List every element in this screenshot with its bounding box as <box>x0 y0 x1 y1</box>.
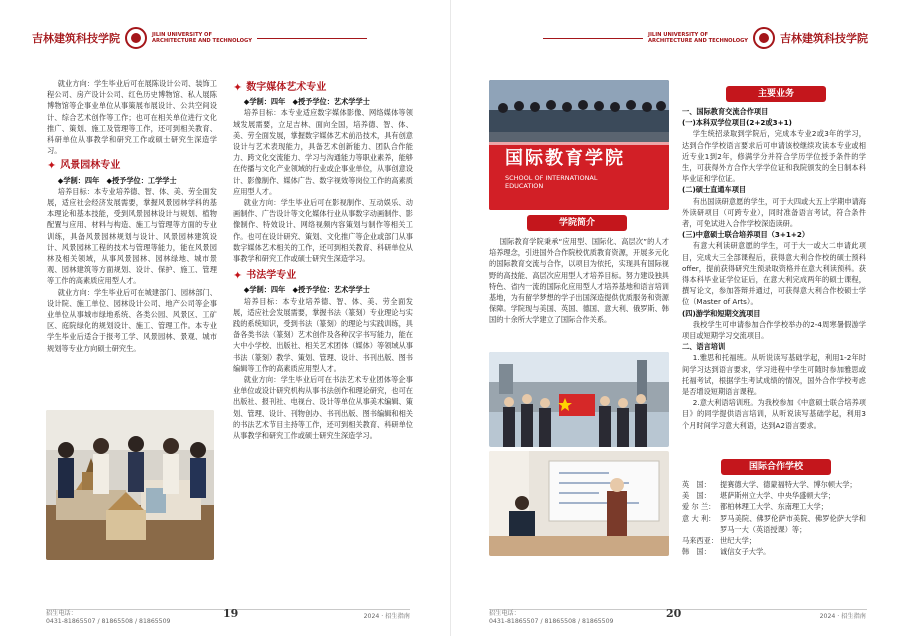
media-employment: 就业方向：学生毕业后可在影视制作、互动娱乐、动画制作、广告设计等文化媒体行业从事数字动画制作、影像制作、特效设计、网络视频内容策划与制作等相关工作。也可在设计研究、策划、文化推广等企业或部门从事数字媒体艺术相关的工作，还可到相关教育、科研单位从事教学和研究工作或硕士研究生深造学习。 <box>233 198 413 264</box>
header-left <box>32 26 367 50</box>
footer-guide: 2024 · 招生指南 <box>819 613 866 620</box>
partner-row: 马来西亚： 世纪大学； <box>682 536 756 546</box>
calligraphy-goal: 培养目标：本专业培养德、智、体、美、劳全面发展，适应社会发展需要，掌握书法（篆刻）专业理论与实践的系统知识，受到书法（篆刻）的理论与实践训练，具备各类书法（篆刻）艺术创作及各种汉字书写能力，能在大中小学校、出版社、相关艺术团体（媒体）等领域从事书法（篆刻）教学、策划、管理、设计、书刊出版、图书编辑等工作的高素质应用型人才。 <box>233 296 413 373</box>
partner-row: 英 国： 提赛德大学、德蒙福特大学、博尔顿大学； <box>682 480 857 489</box>
sparkle-icon <box>47 161 56 171</box>
business-item: 二、语言培训 <box>682 342 726 352</box>
business-item: (一)本科双学位项目(2+2或3+1) 学生统招录取到学院后，完成本专业2或3年的学习，达到合作学校语言要求后可申请该校继续攻读本专业或相近专业1到2年，修满学分并符合学历学位授予条件的学生，可获得外方合作大学学位证和我院颁发的全日制本科毕业证和学位证。 <box>682 118 866 184</box>
business-item: 一、国际教育交流合作项目 <box>682 107 769 116</box>
landscape-goal: 培养目标：本专业培养德、智、体、美、劳全面发展，适应社会经济发展需要，掌握风景园林学科的基本理论和基本技能，受到风景园林设计与规划、植物配置与应用、材料与构造、施工与管理等方面的专业训练，具备风景园林规划与设计、风景园林建筑设计、风景园林工程的技术与管理等能力，能在风景园林及相关领域，从事风景园林、园林绿地、城市景观、园林建筑等方面规划、设计、保护、施工、管理等工作的高素质应用型人才。 <box>47 186 217 286</box>
calligraphy-degree: ◆学制：四年 ◆授予学位：艺术学学士 <box>243 285 370 295</box>
header-rule <box>543 38 643 39</box>
exhibit-employment: 就业方向：学生毕业后可在展陈设计公司、装饰工程公司、房产设计公司、红色历史博物馆、私人展陈博物馆等企事业单位从事策展布展设计、公共空间设计、综合艺术创作等工作；也可在相关单位进行文化推广、策划、施工及管理等工作，还可到相关教育、科研单位从事教学和研究工作或硕士研究生深造学习。 <box>47 79 217 156</box>
intro-text: 国际教育学院秉承“应用型、国际化、高层次”的人才培养理念，引进国外合作院校优质教育资源，开展多元化的国际教育交流与合作，以项目为依托，实现具有国际视野的高技能、高层次应用型人才培养目标。努力建设独具特色、省内一流的国际化应用型人才培养基地和语言培训基地，为有留学梦想的学子出国深造提供优质服务和资源保障。学院现与美国、英国、德国、意大利、俄罗斯、韩国的十余所大学建立了国际合作关系。 <box>489 237 669 325</box>
page-number: 20 <box>666 607 682 620</box>
sign-title-en: SCHOOL OF INTERNATIONAL EDUCATION <box>505 174 598 190</box>
business-banner: 主要业务 <box>726 86 826 102</box>
calligraphy-employment: 就业方向：学生毕业后可在书法艺术专业团体等企事业单位或设计研究机构从事书法创作和理论研究，也可在出版社、报刊社、电视台、设计等单位从事美术编辑、策划、管理、设计、刊物创办、书刊出版、图书编辑和相关的书法艺术节目主持等工作，还可到相关教育、科研单位从事教学和研究工作或硕士研究生深造学习。 <box>233 375 413 441</box>
business-item: (二)硕士直通车项目 有出国读研意愿的学生，可于大四或大五上学期申请海外读研项目（可跨专业），同时准备语言考试，符合条件者，可免试进入合作学校深造读研。 <box>682 185 866 229</box>
section-title-media: ✦ 数字媒体艺术专业 <box>233 82 413 93</box>
footer-phone: 招生电话： 0431-81865507 / 81865508 / 81865509 <box>489 610 614 625</box>
page-20 <box>450 0 900 636</box>
business-item: (三)中意硕士联合培养项目（3+1+2） 有意大利读研意愿的学生，可于大一或大二申请此项目，完成大三全部课程后，获得意大利合作校的硕士预科offer，提前获得研究生预录取资格并在意大利读预科。获得本科毕业证学位证后，在意大利完成两年的硕士课程，撰写论文，参加答辩并通过，可获得意大利合作校硕士学位（Master of Arts）。 <box>682 230 866 307</box>
school-name-cn: 吉林建筑科技学院 <box>32 32 120 45</box>
partner-row: 意 大 利： 罗马美院、佛罗伦萨市美院、佛罗伦萨大学和罗马一大（英语授课）等； <box>682 513 866 534</box>
section-title-calligraphy: ✦ 书法学专业 <box>233 270 413 281</box>
business-item: 2.意大利语培训班。为我校参加《中意硕士联合培养项目》的同学提供语言培训，从听说读写基础学起，利用3个月时间学习意大利语，达到A2语言要求。 <box>682 398 866 430</box>
media-goal: 培养目标：本专业适应数字媒体影像、网络媒体等领域发展需要，立足吉林、面向全国，培养德、智、体、美、劳全面发展，掌握数字媒体艺术前沿技术，具有创意设计与艺术表现能力，具备艺术创新能力、团队合作能力、跨文化交流能力、学习与沟通能力等职业素养，能够在传播与文化产业领域的行业或企事业单位，从事创意设计、影像制作、媒体广告、数字视效等岗位工作的高素质应用型人才。 <box>233 108 413 196</box>
right-column <box>233 78 413 441</box>
header-rule <box>257 38 367 39</box>
partner-row: 美 国： 堪萨斯州立大学、中央华盛顿大学； <box>682 491 836 501</box>
partners-banner: 国际合作学校 <box>721 459 831 475</box>
partner-row: 爱 尔 兰： 都柏林理工大学、东南理工大学； <box>682 502 828 512</box>
section-title-landscape: ✦ 风景园林专业 <box>47 160 217 171</box>
footer-phone: 招生电话： 0431-81865507 / 81865508 / 81865509 <box>46 610 171 625</box>
school-logo-icon <box>753 27 775 49</box>
intro-banner: 学院简介 <box>527 215 627 231</box>
business-item: (四)游学和短期交流项目 我校学生可申请参加合作学校举办的2-4周寒暑假游学项目或短期学习交流项目。 <box>682 308 866 341</box>
classroom-photo <box>489 451 669 556</box>
sparkle-icon <box>233 83 242 93</box>
landscape-degree: ◆学制：四年 ◆授予学位：工学学士 <box>57 175 177 185</box>
partner-row: 韩 国： 诚信女子大学。 <box>682 547 771 557</box>
media-degree: ◆学制：四年 ◆授予学位：艺术学学士 <box>243 97 370 107</box>
footer-guide: 2024 · 招生指南 <box>363 613 410 620</box>
group-flag-photo <box>489 352 669 447</box>
business-list <box>682 106 866 431</box>
left-column <box>47 78 217 354</box>
sign-title-cn: 国际教育学院 <box>505 148 625 169</box>
business-item: 1.雅思和托福班。从听说读写基础学起，利用1-2年时间学习达到语言要求，学习进程中学生可随时参加雅思或托福考试，根据学生考试成绩的情况，国外合作学校考虑是否增设短期语言课程。 <box>682 353 866 397</box>
school-sign-photo <box>489 80 669 210</box>
partners-list <box>682 479 866 557</box>
school-name-cn: 吉林建筑科技学院 <box>780 32 868 45</box>
landscape-employment: 就业方向：学生毕业后可在城建部门、园林部门、设计院、施工单位、园林设计公司、地产公司等企事业单位从事城市绿地系统、各类公园、风景区、工矿区、庭院绿化的规划设计、施工、管理工作。本专业学生毕业后适合于报考工学、风景园林、景观、城市规划等专业方向硕士研究生。 <box>47 287 217 353</box>
page-number: 19 <box>223 607 239 620</box>
school-logo-icon <box>125 27 147 49</box>
school-name-en: JILIN UNIVERSITY OF ARCHITECTURE AND TECHNOLOGY <box>648 31 748 44</box>
header-right <box>543 26 868 50</box>
school-name-en: JILIN UNIVERSITY OF ARCHITECTURE AND TECHNOLOGY <box>152 31 252 44</box>
students-models-photo <box>46 410 214 560</box>
sparkle-icon <box>233 271 242 281</box>
